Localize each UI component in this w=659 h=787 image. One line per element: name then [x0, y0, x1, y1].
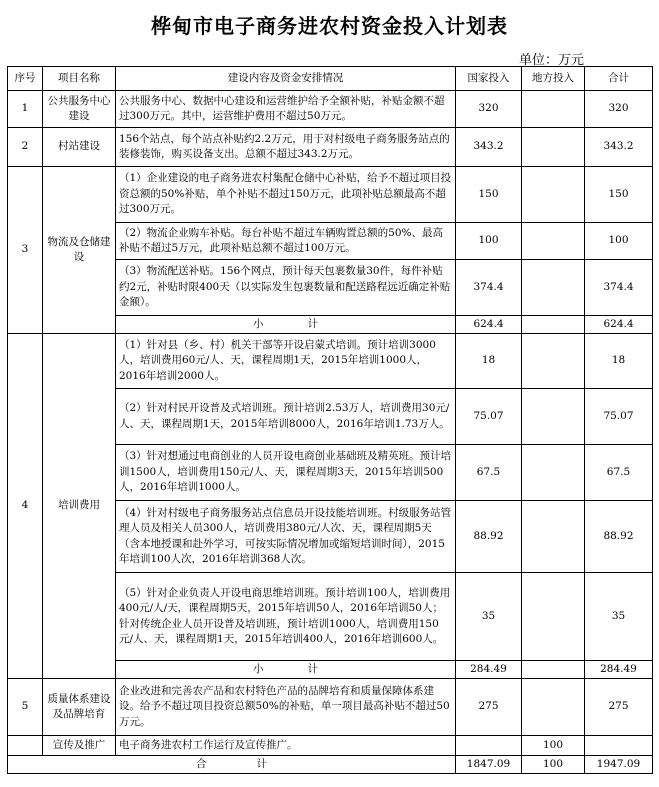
- row-national: [456, 736, 522, 756]
- page-title: 桦甸市电子商务进农村资金投入计划表: [151, 14, 508, 38]
- row-total: 35: [585, 573, 653, 661]
- row-content: （4）针对村级电子商务服务站点信息员开设技能培训班。村级服务站管理人员及相关人员300人，培训费用380元/人次、天，课程周期5天（含本地授课和赴外学习，可按实际情况增加或缩短培训时间），2015年培训100人次，2016年培训368人次。: [116, 501, 456, 573]
- row-project-name: 培训费用: [43, 334, 116, 679]
- row-national: 67.5: [456, 445, 522, 501]
- row-local: [522, 573, 585, 661]
- subtotal-national: 284.49: [456, 661, 522, 679]
- row-total: 150: [585, 167, 653, 223]
- row-national: 275: [456, 679, 522, 736]
- header-local: 地方投入: [522, 67, 585, 91]
- row-total: 374.4: [585, 260, 653, 316]
- row-content: （5）针对企业负责人开设电商思维培训班。预计培训100人，培训费用400元/人/天，课程周期5天，2015年培训50人，2016年培训50人；针对传统企业人员开设普及培训班，预计培训1000人，培训费用150元/人、天，课程周期1天，2015年培训400人，2016年培训600人。: [116, 573, 456, 661]
- subtotal-label: 小计: [116, 661, 456, 679]
- row-no: 5: [8, 679, 43, 736]
- grand-total-row: [8, 756, 653, 774]
- row-total: 88.92: [585, 501, 653, 573]
- row-no: [8, 736, 43, 756]
- row-national: 374.4: [456, 260, 522, 316]
- row-total: 343.2: [585, 128, 653, 167]
- row-content: （1）企业建设的电子商务进农村集配仓储中心补贴，给予不超过项目投资总额的50%补贴，单个补贴不超过150万元，此项补贴总额最高不超过300万元。: [116, 167, 456, 223]
- row-local: [522, 501, 585, 573]
- row-no: 3: [8, 167, 43, 334]
- row-content: 156个站点，每个站点补贴约2.2万元，用于对村级电子商务服务站点的装修装饰，购买设备支出。总额不超过343.2万元。: [116, 128, 456, 167]
- row-local: [522, 389, 585, 445]
- grand-total-label: 合计: [8, 756, 456, 774]
- row-content: （2）物流企业购车补贴。每台补贴不超过车辆购置总额的50%、最高补贴不超过5万元，此项补贴总额不超过100万元。: [116, 223, 456, 260]
- row-national: 35: [456, 573, 522, 661]
- header-total: 合计: [585, 67, 653, 91]
- subtotal-label: 小计: [116, 316, 456, 334]
- row-content: （3）针对想通过电商创业的人员开设电商创业基础班及精英班。预计培训1500人，培训费用150元/人、天，课程周期3天，2015年培训500人，2016年培训1000人。: [116, 445, 456, 501]
- row-total: 320: [585, 91, 653, 128]
- funding-table: [7, 66, 653, 774]
- row-local: [522, 128, 585, 167]
- header-no: 序号: [8, 67, 43, 91]
- subtotal-total: 624.4: [585, 316, 653, 334]
- row-project-name: 村站建设: [43, 128, 116, 167]
- row-local: [522, 260, 585, 316]
- row-national: 320: [456, 91, 522, 128]
- row-local: [522, 167, 585, 223]
- row-no: 1: [8, 91, 43, 128]
- row-total: [585, 736, 653, 756]
- subtotal-local: [522, 661, 585, 679]
- row-total: 75.07: [585, 389, 653, 445]
- subtotal-total: 284.49: [585, 661, 653, 679]
- row-national: 100: [456, 223, 522, 260]
- header-national: 国家投入: [456, 67, 522, 91]
- row-total: 100: [585, 223, 653, 260]
- row-local: [522, 223, 585, 260]
- row-content: （2）针对村民开设普及式培训班。预计培训2.53万人，培训费用30元/人、天，课程周期1天，2015年培训8000人，2016年培训1.73万人。: [116, 389, 456, 445]
- row-local: [522, 334, 585, 389]
- row-project-name: 质量体系建设及品牌培育: [43, 679, 116, 736]
- grand-total-total: 1947.09: [585, 756, 653, 774]
- table-header-row: [8, 67, 653, 91]
- row-no: 4: [8, 334, 43, 679]
- row-content: 公共服务中心、数据中心建设和运营维护给予全额补贴，补贴金额不超过300万元。其中，运营维护费用不超过50万元。: [116, 91, 456, 128]
- table-row: [8, 679, 653, 736]
- table-row: [8, 167, 653, 223]
- header-project-name: 项目名称: [43, 67, 116, 91]
- row-content: （3）物流配送补贴。156个网点，预计每天包裹数量30件，每件补贴约2元，补贴时限400天（以实际发生包裹数量和配送路程远近确定补贴金额）。: [116, 260, 456, 316]
- grand-total-local: 100: [522, 756, 585, 774]
- table-row: [8, 128, 653, 167]
- row-national: 88.92: [456, 501, 522, 573]
- table-row: [8, 334, 653, 389]
- row-national: 18: [456, 334, 522, 389]
- row-project-name: 物流及仓储建设: [43, 167, 116, 334]
- subtotal-local: [522, 316, 585, 334]
- row-content: （1）针对县（乡、村）机关干部等开设启蒙式培训。预计培训3000人，培训费用60元/人、天，课程周期1天，2015年培训1000人，2016年培训2000人。: [116, 334, 456, 389]
- row-local: [522, 679, 585, 736]
- row-local: [522, 91, 585, 128]
- row-local: [522, 445, 585, 501]
- row-total: 67.5: [585, 445, 653, 501]
- row-project-name: 公共服务中心建设: [43, 91, 116, 128]
- row-project-name: 宣传及推广: [43, 736, 116, 756]
- row-local: 100: [522, 736, 585, 756]
- row-total: 275: [585, 679, 653, 736]
- row-national: 343.2: [456, 128, 522, 167]
- row-national: 150: [456, 167, 522, 223]
- row-no: 2: [8, 128, 43, 167]
- row-content: 企业改进和完善农产品和农村特色产品的品牌培育和质量保障体系建设。给予不超过项目投资总额50%的补贴，单一项目最高补贴不超过50万元。: [116, 679, 456, 736]
- subtotal-national: 624.4: [456, 316, 522, 334]
- unit-label: 单位：万元: [519, 53, 585, 68]
- row-total: 18: [585, 334, 653, 389]
- row-content: 电子商务进农村工作运行及宣传推广。: [116, 736, 456, 756]
- header-content: 建设内容及资金安排情况: [116, 67, 456, 91]
- table-row: [8, 91, 653, 128]
- table-row: [8, 736, 653, 756]
- row-national: 75.07: [456, 389, 522, 445]
- grand-total-national: 1847.09: [456, 756, 522, 774]
